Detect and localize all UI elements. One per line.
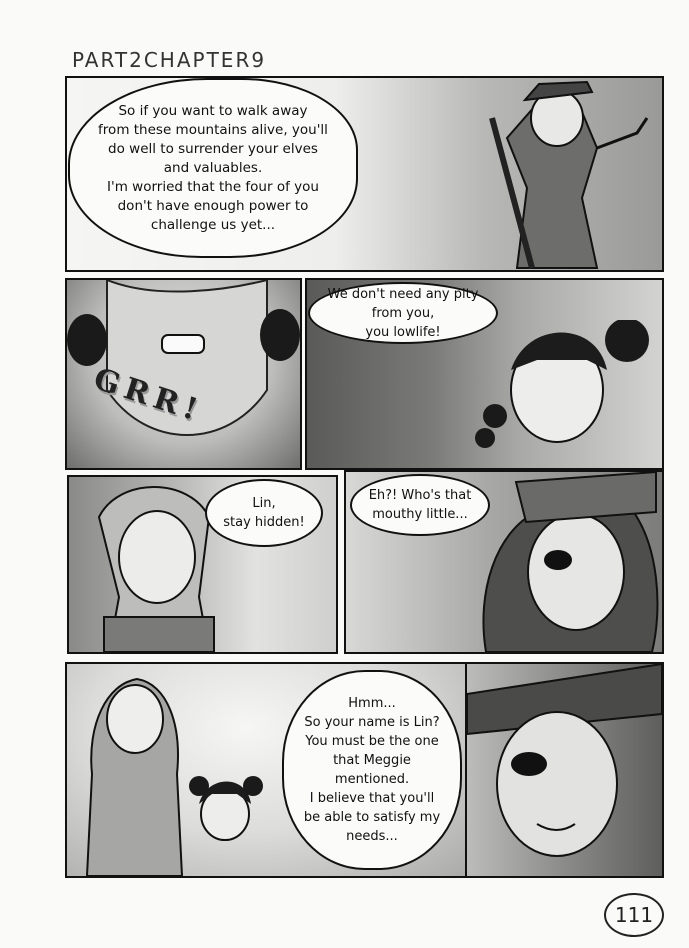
speech-text-3: Lin, stay hidden! — [223, 496, 305, 530]
page-number: 111 — [604, 893, 664, 937]
speech-text-5: Hmm... So your name is Lin? You must be the one that Meggie mentioned. I believe that you'll be able to satisfy my needs... — [303, 696, 441, 844]
speech-text-2: We don't need any pity from you, you lowlife! — [327, 286, 479, 340]
speech-bubble-3 — [205, 479, 323, 547]
elf-girl-figure — [467, 320, 662, 468]
hero-and-girl-figure — [67, 664, 287, 876]
chapter-title: PART2CHAPTER9 — [72, 48, 267, 72]
speech-bubble-4 — [350, 474, 490, 536]
speech-text-4: Eh?! Who's that mouthy little... — [368, 488, 472, 522]
speech-bubble-2 — [308, 282, 498, 344]
speech-bubble-5 — [282, 670, 462, 870]
eyepatch-woman-closeup-figure — [467, 664, 662, 876]
panel-7 — [465, 662, 664, 878]
speech-bubble-1 — [68, 78, 358, 258]
speech-text-1: So if you want to walk away from these mountains alive, you'll do well to surrender your elves and valuables. I'm worried that the four of you don't have enough power to challenge us yet... — [98, 102, 328, 233]
eyepatch-woman-figure — [476, 472, 662, 652]
pirate-woman-figure — [447, 78, 662, 270]
growl-sfx: GRR! — [89, 361, 208, 430]
